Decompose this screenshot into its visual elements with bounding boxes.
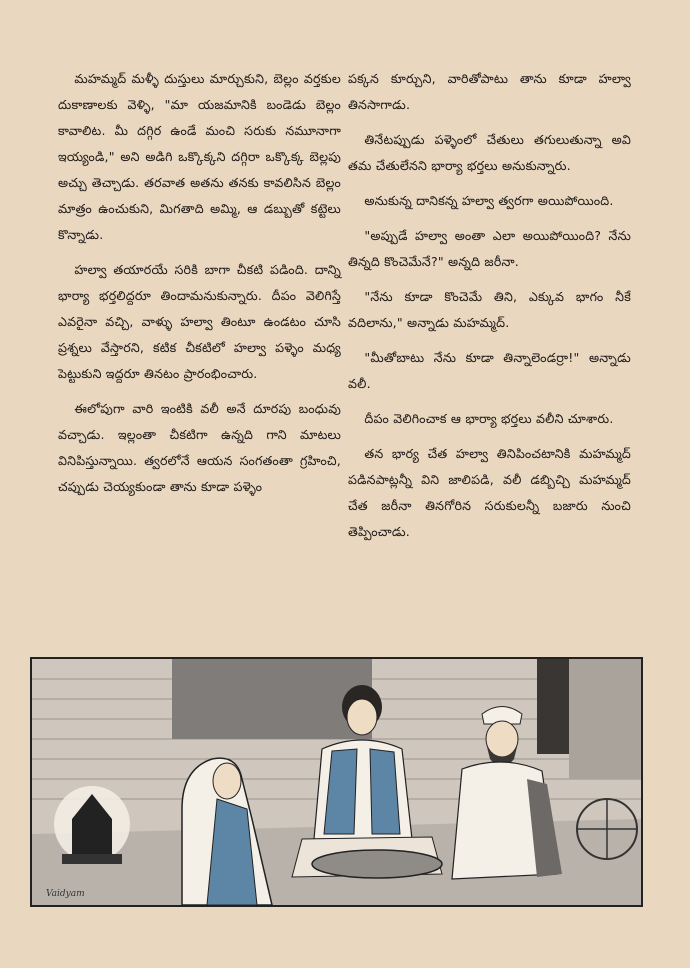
paragraph: తినేటప్పుడు పళ్ళెంలో చేతులు తగులుతున్నా అవి తమ చేతులేనని భార్యా భర్తలు అనుకున్నారు. (348, 132, 631, 173)
paragraph: దీపం వెలిగించాక ఆ భార్యా భర్తలు వలీని చూశారు. (364, 411, 614, 426)
paragraph: తన భార్య చేత హల్వా తినిపించటానికి మహమ్మద్ పడినపాట్లన్నీ విని జాలిపడి, వలీ డబ్బిచ్చి మహమ్మద్ చేత జరీనా తినగోరిన సరుకులన్నీ బజారు నుంచి తెప్పించాడు. (348, 446, 631, 539)
paragraph: పక్కన కూర్చుని, వారితోపాటు తాను కూడా హల్వా తినసాగాడు. (348, 71, 631, 112)
paragraph: ఈలోపుగా వారి ఇంటికి వలీ అనే దూరపు బంధువు వచ్చాడు. ఇల్లంతా చీకటిగా ఉన్నది గాని మాటలు వినిపిస్తున్నాయి. త్వరలోనే ఆయన సంగతంతా గ్రహించి, చప్పుడు చెయ్యకుండా తాను కూడా పళ్ళెం (58, 401, 341, 494)
left-text-column (58, 66, 341, 509)
paragraph: హల్వా తయారయే సరికి బాగా చీకటి పడింది. దాన్ని భార్యా భర్తలిద్దరూ తిందామనుకున్నారు. దీపం వెలిగిస్తే ఎవరైనా వచ్చి, వాళ్ళు హల్వా తింటూ ఉండటం చూసి ప్రశ్నలు వేస్తారని, కటిక చీకటిలో హల్వా పళ్ళెం మధ్య పెట్టుకుని ఇద్దరూ తినటం ప్రారంభించారు. (58, 262, 341, 381)
artist-signature: Vaidyam (46, 889, 85, 899)
paragraph: "మీతోబాటు నేను కూడా తిన్నాలెండర్రా!" అన్నాడు వలీ. (348, 350, 631, 391)
window (569, 659, 641, 779)
man-face (347, 699, 377, 735)
lamp-stand (62, 854, 122, 864)
paragraph: అనుకున్న దానికన్న హల్వా త్వరగా అయిపోయింది. (364, 193, 614, 208)
right-text-column (348, 66, 631, 554)
window-post (537, 659, 569, 754)
paragraph: "నేను కూడా కొంచెమే తిని, ఎక్కువ భాగం నీకే వదిలాను," అన్నాడు మహమ్మద్. (348, 289, 631, 330)
woman-face (213, 763, 241, 799)
dark-panel (172, 659, 372, 739)
illustration-drawing (32, 659, 641, 905)
paragraph: మహమ్మద్ మళ్ళీ దుస్తులు మార్చుకుని, బెల్లం వర్తకుల దుకాణాలకు వెళ్ళి, "మా యజమానికి బండెడు బెల్లం కావాలిట. మీ దగ్గిర ఉండే మంచి సరుకు నమూనాగా ఇయ్యండి," అని అడిగి ఒక్కొక్కని దగ్గిరా ఒక్కొక్క బెల్లపు అచ్చు తెచ్చాడు. తరవాత అతను తనకు కావలిసిన బెల్లం మాత్రం ఉంచుకుని, మిగతాది అమ్మి, ఆ డబ్బుతో కట్టెలు కొన్నాడు. (58, 71, 341, 242)
halwa-plate (312, 850, 442, 878)
paragraph: "అప్పుడే హల్వా అంతా ఎలా అయిపోయింది? నేను తిన్నది కొంచెమేనే?" అన్నది జరీనా. (348, 228, 631, 269)
story-illustration (30, 657, 643, 907)
